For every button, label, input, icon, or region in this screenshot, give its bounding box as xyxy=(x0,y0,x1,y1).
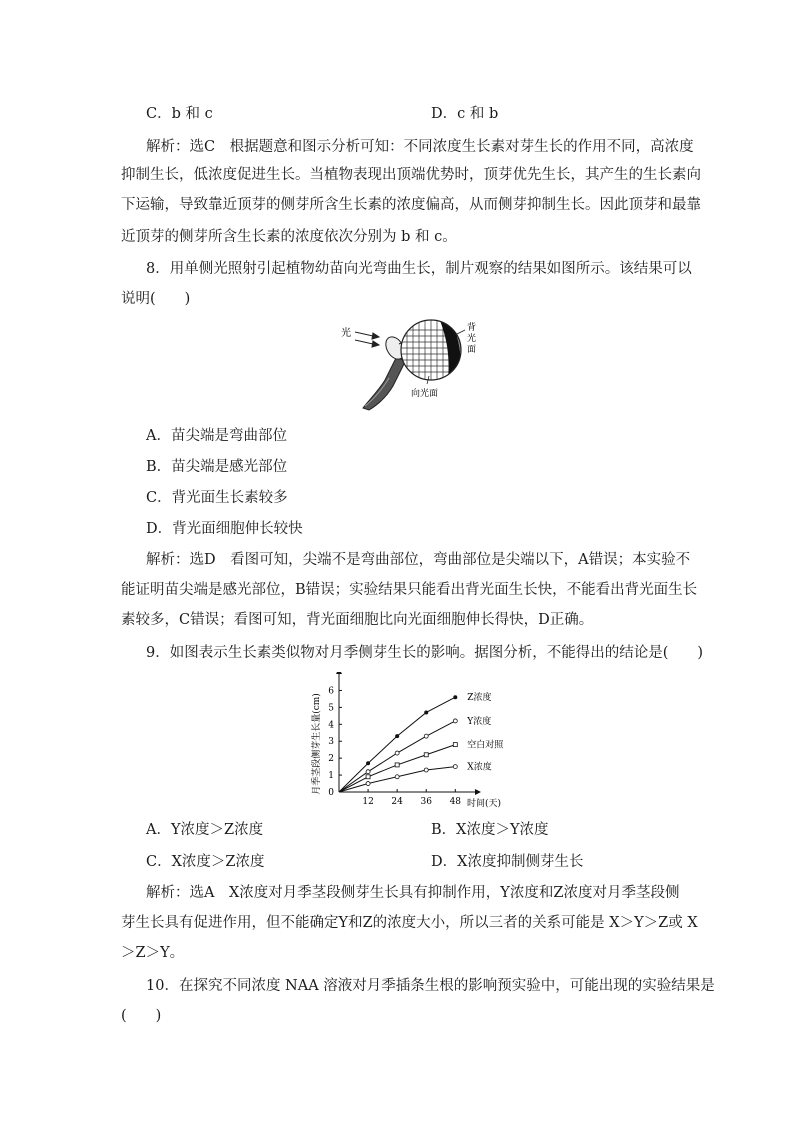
analysis-line: 能证明苗尖端是感光部位，B错误；实验结果只能看出背光面生长快，不能看出背光面生长 xyxy=(121,582,698,598)
y-tick-label: 6 xyxy=(328,686,334,697)
data-point xyxy=(395,734,399,738)
back-label-2: 光 xyxy=(467,334,477,344)
seedling-figure xyxy=(335,318,485,414)
option-d: D．背光面细胞伸长较快 xyxy=(146,521,303,537)
data-point xyxy=(453,743,457,747)
series-label: Z浓度 xyxy=(467,693,492,704)
analysis-line: 芽生长具有促进作用，但不能确定Y和Z的浓度大小，所以三者的关系可能是 X＞Y＞Z或 X xyxy=(121,915,698,931)
analysis-line: 近顶芽的侧芽所含生长素的浓度依次分别为 b 和 c。 xyxy=(121,229,457,245)
question-stem: 10．在探究不同浓度 NAA 溶液对月季插条生根的影响预实验中，可能出现的实验结果是 xyxy=(146,978,715,994)
y-tick-label: 5 xyxy=(328,703,334,714)
question-stem: 说明( ) xyxy=(121,291,191,307)
series-label: X浓度 xyxy=(467,762,492,773)
data-point xyxy=(453,765,457,769)
question-stem: 9．如图表示生长素类似物对月季侧芽生长的影响。据图分析，不能得出的结论是( ) xyxy=(146,645,704,661)
data-point xyxy=(366,775,370,779)
analysis-line: 下运输，导致靠近顶芽的侧芽所含生长素的浓度偏高，从而侧芽抑制生长。因此顶芽和最靠 xyxy=(121,197,701,213)
x-tick-label: 12 xyxy=(362,797,374,807)
question-stem: 8．用单侧光照射引起植物幼苗向光弯曲生长，制片观察的结果如图所示。该结果可以 xyxy=(146,261,692,277)
x-tick-label: 36 xyxy=(420,797,432,807)
option-a: A．苗尖端是弯曲部位 xyxy=(146,428,287,444)
data-point xyxy=(395,775,399,779)
analysis-line: ＞Z＞Y。 xyxy=(121,945,185,961)
y-tick-label: 0 xyxy=(328,788,334,798)
light-label: 光 xyxy=(341,328,351,339)
series-label: 空白对照 xyxy=(467,740,504,751)
data-point xyxy=(453,719,457,723)
option-b: B．X浓度＞Y浓度 xyxy=(431,822,549,838)
y-axis-label: 月季茎段侧芽生长量(cm) xyxy=(312,693,322,795)
question-stem: ( ) xyxy=(121,1008,162,1024)
data-point xyxy=(395,751,399,755)
y-tick-label: 3 xyxy=(328,737,334,748)
growth-chart xyxy=(305,672,525,812)
data-point xyxy=(424,768,428,772)
analysis-line: 解析：选D 看图可知，尖端不是弯曲部位，弯曲部位是尖端以下，A错误；本实验不 xyxy=(146,552,691,568)
option-c: C．X浓度＞Z浓度 xyxy=(146,854,265,870)
magnified-view xyxy=(395,318,475,388)
front-label: 向光面 xyxy=(411,389,439,399)
y-tick-label: 4 xyxy=(328,720,334,731)
series-line xyxy=(339,721,455,792)
data-point xyxy=(424,710,428,714)
option-d: D．X浓度抑制侧芽生长 xyxy=(431,854,584,870)
option-b: B．苗尖端是感光部位 xyxy=(146,459,288,475)
analysis-line: 素较多，C错误；看图可知，背光面细胞比向光面细胞伸长得快，D正确。 xyxy=(121,612,594,628)
y-tick-label: 1 xyxy=(328,771,334,782)
data-point xyxy=(395,763,399,767)
option-d: D．c 和 b xyxy=(431,106,499,122)
data-point xyxy=(424,753,428,757)
back-label-3: 面 xyxy=(467,345,477,355)
x-tick-label: 24 xyxy=(391,797,403,807)
series-label: Y浓度 xyxy=(467,716,492,727)
y-axis-arrow xyxy=(336,672,342,674)
data-point xyxy=(453,695,457,699)
data-point xyxy=(424,734,428,738)
data-point xyxy=(366,782,370,786)
analysis-line: 解析：选A X浓度对月季茎段侧芽生长具有抑制作用，Y浓度和Z浓度对月季茎段侧 xyxy=(146,885,680,901)
analysis-line: 解析：选C 根据题意和图示分析可知：不同浓度生长素对芽生长的作用不同，高浓度 xyxy=(146,139,694,155)
data-point xyxy=(366,770,370,774)
option-c: C．背光面生长素较多 xyxy=(146,490,288,506)
x-tick-label: 48 xyxy=(449,797,462,807)
x-axis-label: 时间(天) xyxy=(467,799,502,809)
analysis-line: 抑制生长，低浓度促进生长。当植物表现出顶端优势时，顶芽优先生长，其产生的生长素向 xyxy=(121,167,701,183)
option-a: A．Y浓度＞Z浓度 xyxy=(146,822,264,838)
x-axis-arrow xyxy=(475,789,481,795)
light-arrow-icon xyxy=(355,332,379,347)
option-c: C．b 和 c xyxy=(146,106,213,122)
data-point xyxy=(366,761,370,765)
y-tick-label: 2 xyxy=(328,754,334,765)
back-label-1: 背 xyxy=(467,323,477,333)
